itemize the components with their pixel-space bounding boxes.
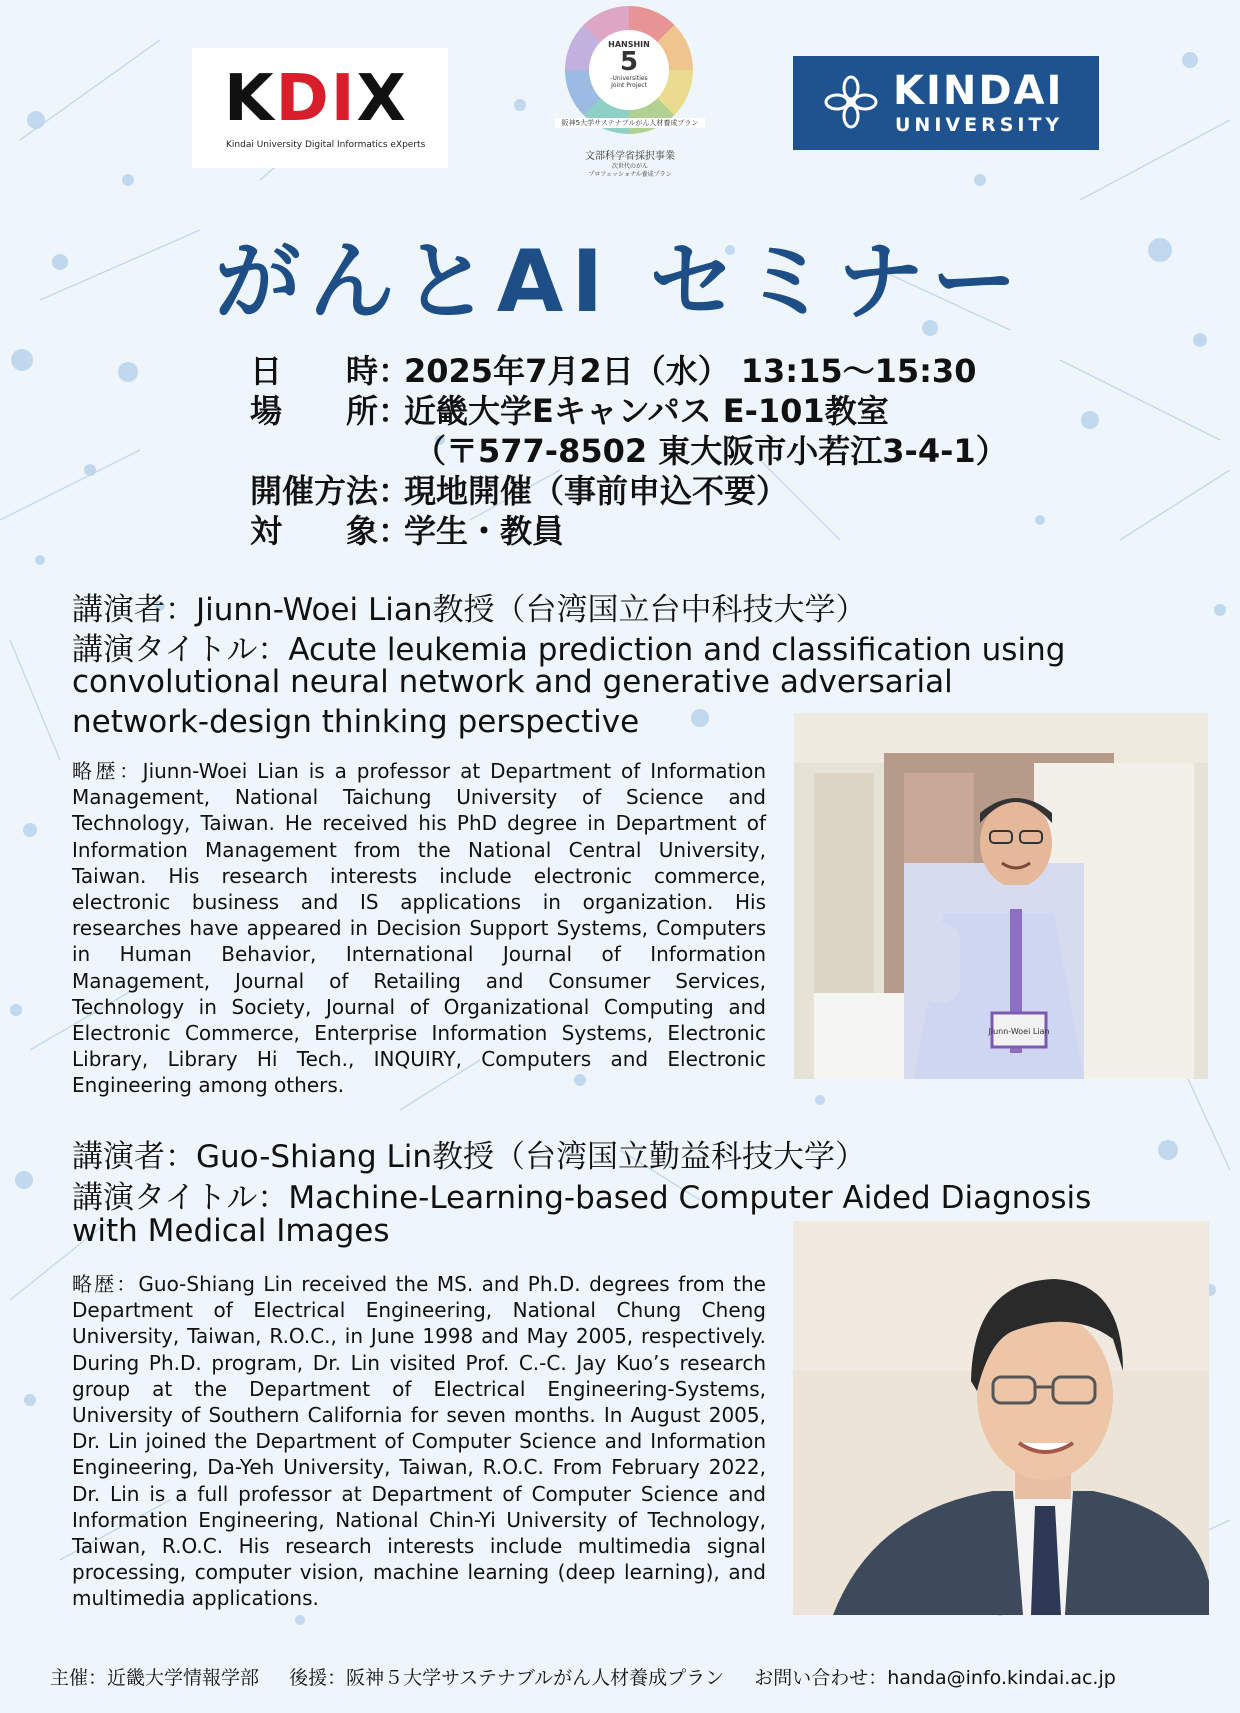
speaker1-photo	[794, 713, 1208, 1079]
speaker2-name: 講演者：Guo-Shiang Lin教授（台湾国立勤益科技大学）	[72, 1139, 867, 1175]
footer-host: 主催：近畿大学情報学部	[50, 1667, 260, 1689]
speaker2-title-line2: with Medical Images	[72, 1213, 390, 1249]
speaker1-title-line1: 講演タイトル：Acute leukemia prediction and classification using	[72, 632, 1066, 668]
kindai-university-logo	[793, 56, 1099, 150]
speaker2-title-line1: 講演タイトル：Machine-Learning-based Computer Aided Diagnosis	[72, 1180, 1092, 1216]
plan-caption-1: 次世代のがん	[611, 163, 648, 170]
mext-caption: 文部科学省採択事業	[585, 151, 675, 162]
info-method: 開催方法：現地開催（事前申込不要）	[250, 472, 789, 510]
page-title: がんとAI セミナー	[214, 232, 1026, 332]
speaker1-title-line2: convolutional neural network and generative adversarial	[72, 664, 953, 700]
hanshin-5-logo	[555, 6, 705, 178]
speaker1-bio: 略歴：Jiunn-Woei Lian is a professor at Department of Information Management, National Taichung University of Science and Technology, Taiwan. He received his PhD degree in Department of Information Management from the National Central University, Taiwan. His research interests include electronic commerce, electronic business and IS applications in organization. His researches have appeared in Decision Support Systems, Computers in Human Behavior, International Journal of Information Management, Journal of Retailing and Consumer Services, Technology in Society, Journal of Organizational Computing and Electronic Commerce, Enterprise Information Systems, Electronic Library, Library Hi Tech., INQUIRY, Computers and Electronic Engineering among others.	[72, 759, 766, 1098]
kdix-logo	[192, 48, 448, 168]
kindai-flower-icon	[823, 74, 879, 130]
info-address: （〒577-8502 東大阪市小若江3-4-1）	[414, 432, 1008, 470]
speaker2-photo	[793, 1221, 1209, 1615]
speaker2-bio: 略歴：Guo-Shiang Lin received the MS. and Ph.D. degrees from the Department of Electrical Engineering, National Chung Cheng University, Taiwan, R.O.C., in June 1998 and May 2005, respectively. During Ph.D. program, Dr. Lin visited Prof. C.-C. Jay Kuo’s research group at the Department of Electrical Engineering-Systems, University of Southern California for seven months. In August 2005, Dr. Lin joined the Department of Computer Science and Information Engineering, Da-Yeh University, Taiwan, R.O.C. From February 2022, Dr. Lin is a full professor at Department of Computer Science and Information Engineering, National Chin-Yi University of Technology, Taiwan, R.O.C. His research interests include multimedia signal processing, computer vision, machine learning (deep learning), and multimedia applications.	[72, 1272, 766, 1611]
info-target: 対 象：学生・教員	[250, 512, 565, 550]
footer-support: 後援：阪神５大学サステナブルがん人材養成プラン	[289, 1667, 725, 1689]
hanshin-sub2: Joint Project	[611, 82, 647, 89]
speaker1-name: 講演者：Jiunn-Woei Lian教授（台湾国立台中科技大学）	[72, 592, 867, 628]
kindai-wordmark: KINDAI	[893, 68, 1064, 114]
footer	[50, 1663, 1200, 1690]
speaker1-title-line3: network-design thinking perspective	[72, 704, 640, 740]
university-wordmark: UNIVERSITY	[895, 114, 1064, 136]
info-place: 場 所：近畿大学Eキャンパス E-101教室	[250, 392, 889, 430]
hanshin-top: HANSHIN	[608, 40, 650, 49]
plan-caption-2: プロフェッショナル養成プラン	[588, 171, 672, 178]
kdix-wordmark: KDIX	[224, 62, 408, 136]
hanshin-caption: 阪神5大学サステナブルがん人材養成プラン	[555, 118, 705, 128]
footer-contact[interactable]: お問い合わせ：handa@info.kindai.ac.jp	[754, 1667, 1116, 1689]
hanshin-number: 5	[619, 47, 639, 77]
speaker1-badge-text: Jiunn-Woei Lian	[988, 1027, 1050, 1036]
info-date: 日 時：2025年7月2日（水） 13:15～15:30	[250, 352, 977, 390]
hanshin-sub1: -Universities	[610, 75, 648, 82]
kdix-subtitle: Kindai University Digital Informatics eXperts	[226, 140, 426, 150]
